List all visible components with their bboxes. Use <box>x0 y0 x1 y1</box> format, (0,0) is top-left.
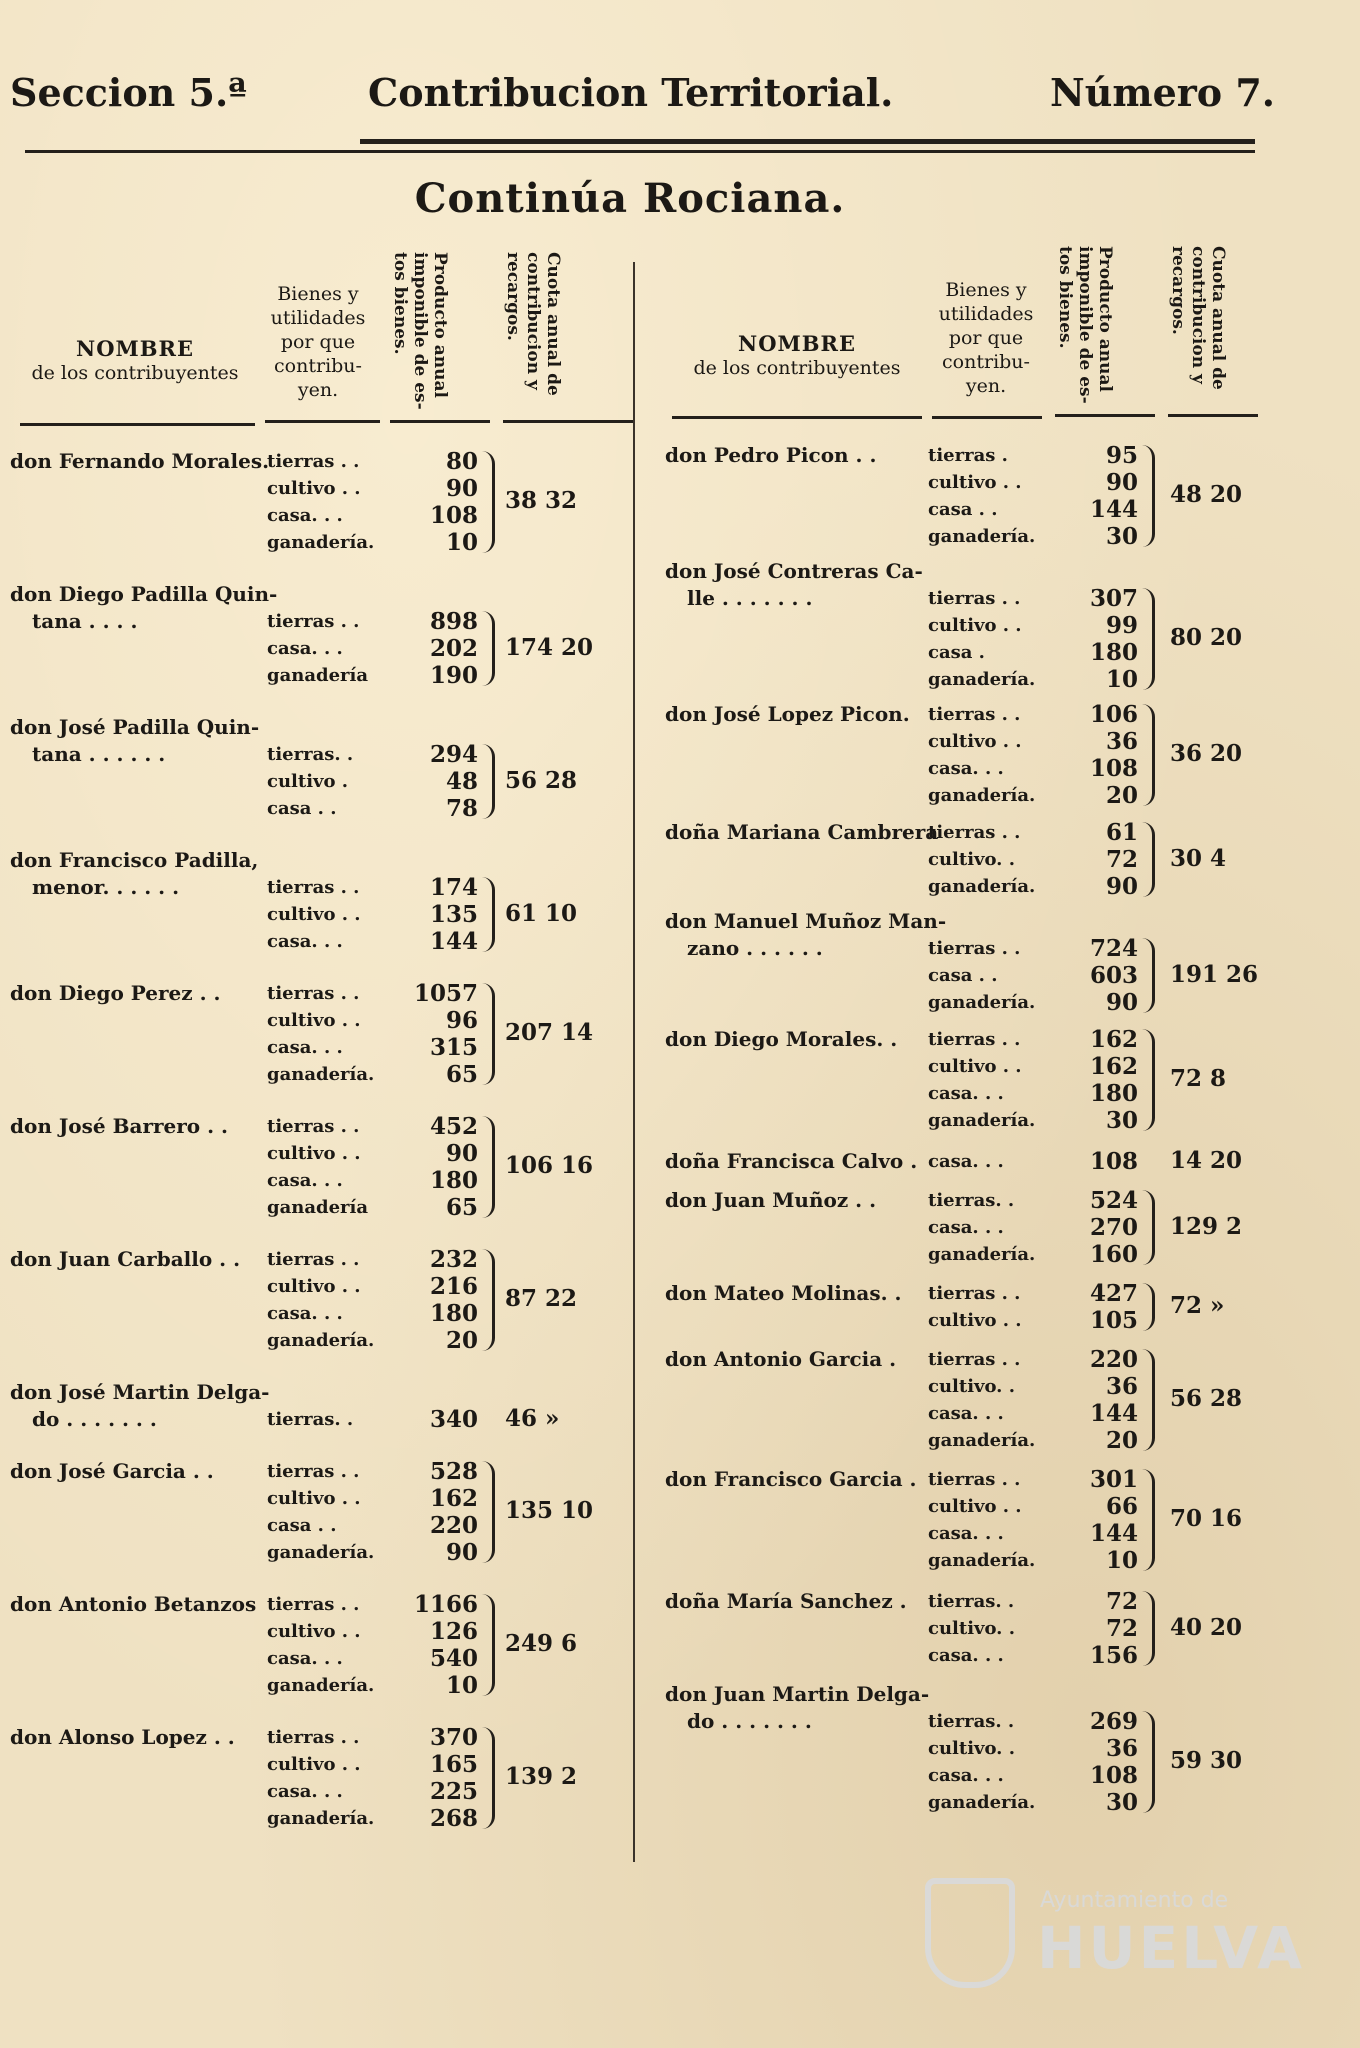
property-type: cultivo. . <box>928 1618 1015 1639</box>
taxable-product-value: 36 <box>1105 728 1138 755</box>
taxable-product-value: 90 <box>445 1539 478 1566</box>
property-type: ganadería. <box>267 532 375 553</box>
taxable-product-value: 174 <box>429 874 478 901</box>
taxable-product-value: 540 <box>429 1645 478 1672</box>
right-cuota-header: Cuota anual de contribucion y recargos. <box>1168 246 1228 390</box>
property-type: tierras . . <box>928 822 1021 843</box>
taxable-product-value: 10 <box>445 529 478 556</box>
nombre-heading: NOMBRE <box>738 331 856 356</box>
property-type: cultivo. . <box>928 1738 1015 1759</box>
taxable-product-value: 135 <box>429 901 478 928</box>
property-type: casa . . <box>267 798 337 819</box>
taxable-product-value: 220 <box>1089 1346 1138 1373</box>
taxpayer-name <box>665 908 946 962</box>
taxable-product-value: 48 <box>445 768 478 795</box>
section-label: Seccion 5.ª <box>10 70 247 115</box>
taxpayer-name-line: don Manuel Muñoz Man- <box>665 909 947 933</box>
property-type: tierras . . <box>928 704 1021 725</box>
property-type: cultivo . . <box>267 478 361 499</box>
taxpayer-name <box>665 819 938 846</box>
taxpayer-name <box>10 980 220 1007</box>
nombre-heading: NOMBRE <box>76 336 194 361</box>
property-type: casa. . . <box>928 1083 1004 1104</box>
property-type: tierras. . <box>928 1190 1015 1211</box>
property-type: cultivo . . <box>267 1488 361 1509</box>
taxpayer-name-line: don Pedro Picon . . <box>665 443 877 467</box>
taxable-product-value: 216 <box>429 1273 478 1300</box>
taxable-product-value: 90 <box>445 475 478 502</box>
taxable-product-value: 66 <box>1105 1493 1138 1520</box>
right-header-rule-3 <box>1055 414 1155 417</box>
taxable-product-value: 108 <box>1089 755 1138 782</box>
taxable-product-value: 20 <box>1105 1427 1138 1454</box>
left-header-rule-4 <box>503 420 633 423</box>
grouping-brace <box>482 1727 495 1829</box>
annual-quota: 61 10 <box>505 899 578 927</box>
annual-quota: 38 32 <box>505 487 578 514</box>
taxpayer-name-line: doña María Sanchez . <box>665 1589 907 1613</box>
taxable-product-value: 36 <box>1105 1735 1138 1762</box>
taxpayer-name-line: do . . . . . . . <box>32 1407 157 1431</box>
taxable-product-value: 180 <box>1089 1080 1138 1107</box>
property-type: casa. . . <box>267 1303 343 1324</box>
grouping-brace <box>1142 938 1155 1013</box>
taxable-product-value: 294 <box>429 741 478 768</box>
grouping-brace <box>1142 1349 1155 1451</box>
taxpayer-name-line: lle . . . . . . . <box>687 586 813 610</box>
taxable-product-value: 90 <box>1105 469 1138 496</box>
property-type: cultivo . . <box>928 1056 1022 1077</box>
taxable-product-value: 108 <box>1089 1148 1138 1175</box>
property-type: tierras . . <box>928 1349 1021 1370</box>
taxpayer-name <box>10 847 258 901</box>
taxable-product-value: 340 <box>429 1406 478 1433</box>
taxable-product-value: 20 <box>1105 782 1138 809</box>
taxable-product-value: 144 <box>1089 496 1138 523</box>
left-header-rule-3 <box>390 420 490 423</box>
property-type: cultivo . . <box>928 472 1022 493</box>
right-producto-header: Producto anual imponible de es- tos bienes. <box>1055 246 1115 404</box>
taxable-product-value: 90 <box>445 1140 478 1167</box>
property-type: cultivo . . <box>928 731 1022 752</box>
taxpayer-name <box>665 558 923 612</box>
annual-quota: 46 » <box>505 1404 560 1432</box>
taxpayer-name-line: don José Padilla Quin- <box>10 715 260 739</box>
taxable-product-value: 307 <box>1089 585 1138 612</box>
taxpayer-name <box>665 1588 907 1615</box>
taxable-product-value: 160 <box>1089 1241 1138 1268</box>
taxpayer-name <box>10 448 269 475</box>
left-cuota-header: Cuota anual de contribucion y recargos. <box>503 252 563 396</box>
taxpayer-name <box>665 1148 917 1175</box>
property-type: ganadería. <box>928 1430 1036 1451</box>
taxable-product-value: 427 <box>1089 1280 1138 1307</box>
grouping-brace <box>1142 445 1155 547</box>
taxable-product-value: 315 <box>429 1034 478 1061</box>
property-type: ganadería. <box>267 1542 375 1563</box>
annual-quota: 14 20 <box>1170 1146 1243 1174</box>
property-type: tierras . . <box>267 1594 360 1615</box>
taxable-product-value: 144 <box>1089 1520 1138 1547</box>
grouping-brace <box>482 744 495 819</box>
property-type: ganadería. <box>928 1792 1036 1813</box>
taxable-product-value: 724 <box>1089 935 1138 962</box>
taxable-product-value: 898 <box>429 608 478 635</box>
property-type: ganadería. <box>928 1244 1036 1265</box>
taxpayer-name <box>665 1346 896 1373</box>
taxable-product-value: 80 <box>445 448 478 475</box>
property-type: tierras . . <box>267 611 360 632</box>
taxable-product-value: 65 <box>445 1194 478 1221</box>
taxable-product-value: 1057 <box>413 980 478 1007</box>
taxable-product-value: 36 <box>1105 1373 1138 1400</box>
annual-quota: 30 4 <box>1170 844 1227 872</box>
taxpayer-name <box>10 1724 235 1751</box>
property-type: casa. . . <box>928 1523 1004 1544</box>
taxpayer-name-line: don José Barrero . . <box>10 1114 228 1138</box>
property-type: tierras . . <box>267 451 360 472</box>
property-type: tierras. . <box>928 1711 1015 1732</box>
taxable-product-value: 162 <box>1089 1026 1138 1053</box>
taxpayer-name-line: tana . . . . <box>32 609 138 633</box>
property-type: cultivo . . <box>267 1621 361 1642</box>
taxpayer-name-line: don Diego Morales. . <box>665 1027 898 1051</box>
taxable-product-value: 72 <box>1105 846 1138 873</box>
taxpayer-name-line: do . . . . . . . <box>687 1709 812 1733</box>
property-type: casa. . . <box>928 1765 1004 1786</box>
property-type: casa. . . <box>267 931 343 952</box>
property-type: cultivo . . <box>267 904 361 925</box>
property-type: tierras . . <box>267 1461 360 1482</box>
property-type: ganadería. <box>928 669 1036 690</box>
property-type: ganadería. <box>267 1064 375 1085</box>
annual-quota: 56 28 <box>1170 1385 1243 1412</box>
nombre-subheading: de los contribuyentes <box>693 357 901 379</box>
taxable-product-value: 90 <box>1105 873 1138 900</box>
property-type: casa. . . <box>267 1648 343 1669</box>
property-type: tierras . . <box>928 1029 1021 1050</box>
taxpayer-name-line: doña Francisca Calvo . <box>665 1149 918 1173</box>
header-rule-thin <box>25 150 1255 153</box>
taxable-product-value: 30 <box>1105 1107 1138 1134</box>
taxpayer-name <box>10 1591 256 1618</box>
right-header-rule-4 <box>1168 414 1258 417</box>
taxable-product-value: 370 <box>429 1724 478 1751</box>
taxable-product-value: 220 <box>429 1512 478 1539</box>
property-type: tierras . . <box>267 1249 360 1270</box>
property-type: tierras . . <box>267 983 360 1004</box>
taxable-product-value: 30 <box>1105 1789 1138 1816</box>
left-header-rule-2 <box>265 420 380 423</box>
taxable-product-value: 108 <box>429 502 478 529</box>
property-type: ganadería. <box>267 1330 375 1351</box>
annual-quota: 191 26 <box>1170 960 1259 988</box>
taxable-product-value: 1166 <box>413 1591 478 1618</box>
taxable-product-value: 528 <box>429 1458 478 1485</box>
grouping-brace <box>1142 1029 1155 1131</box>
grouping-brace <box>1142 1190 1155 1265</box>
property-type: cultivo . . <box>928 615 1022 636</box>
taxable-product-value: 301 <box>1089 1466 1138 1493</box>
annual-quota: 207 14 <box>505 1019 594 1046</box>
left-name-header <box>15 337 255 385</box>
taxpayer-name-line: don Juan Martin Delga- <box>665 1682 930 1706</box>
taxable-product-value: 144 <box>1089 1400 1138 1427</box>
property-type: ganadería. <box>928 1550 1036 1571</box>
taxable-product-value: 10 <box>445 1672 478 1699</box>
grouping-brace <box>482 1249 495 1351</box>
taxable-product-value: 180 <box>429 1167 478 1194</box>
taxable-product-value: 99 <box>1105 612 1138 639</box>
annual-quota: 72 8 <box>1170 1065 1227 1092</box>
annual-quota: 80 20 <box>1170 624 1243 651</box>
taxable-product-value: 78 <box>445 795 478 822</box>
taxable-product-value: 268 <box>429 1805 478 1832</box>
property-type: cultivo. . <box>928 1376 1015 1397</box>
taxable-product-value: 95 <box>1105 442 1138 469</box>
left-producto-header: Producto anual imponible de es- tos bienes. <box>390 252 450 410</box>
taxpayer-name <box>10 1246 240 1273</box>
property-type: casa. . . <box>928 1151 1004 1172</box>
taxable-product-value: 202 <box>429 635 478 662</box>
taxpayer-name-line: don José Lopez Picon. <box>665 702 910 726</box>
taxable-product-value: 105 <box>1089 1307 1138 1334</box>
property-type: ganadería. <box>928 992 1036 1013</box>
property-type: tierras. . <box>267 744 354 765</box>
grouping-brace <box>482 877 495 952</box>
property-type: ganadería. <box>928 876 1036 897</box>
annual-quota: 72 » <box>1170 1292 1225 1319</box>
taxable-product-value: 108 <box>1089 1762 1138 1789</box>
property-type: tierras . . <box>928 1283 1021 1304</box>
taxable-product-value: 65 <box>445 1061 478 1088</box>
taxpayer-name-line: don Juan Muñoz . . <box>665 1188 877 1212</box>
taxpayer-name-line: don Alonso Lopez . . <box>10 1725 235 1749</box>
taxpayer-name-line: don Mateo Molinas. . <box>665 1281 902 1305</box>
taxable-product-value: 10 <box>1105 1547 1138 1574</box>
taxpayer-name-line: don Diego Perez . . <box>10 981 221 1005</box>
left-header-rule-1 <box>20 423 255 426</box>
taxpayer-name <box>665 1280 902 1307</box>
taxable-product-value: 61 <box>1105 819 1138 846</box>
property-type: tierras . . <box>267 877 360 898</box>
taxpayer-name <box>665 701 910 728</box>
taxpayer-name-line: zano . . . . . . <box>687 936 823 960</box>
taxable-product-value: 10 <box>1105 666 1138 693</box>
annual-quota: 48 20 <box>1170 481 1243 508</box>
property-type: cultivo . . <box>928 1496 1022 1517</box>
grouping-brace <box>482 1461 495 1563</box>
taxable-product-value: 180 <box>429 1300 478 1327</box>
taxable-product-value: 165 <box>429 1751 478 1778</box>
property-type: casa. . . <box>928 1645 1004 1666</box>
taxpayer-name-line: don Diego Padilla Quin- <box>10 582 278 606</box>
property-type: casa . . <box>928 499 998 520</box>
taxpayer-name-line: don Antonio Garcia . <box>665 1347 897 1371</box>
property-type: ganadería. <box>928 785 1036 806</box>
property-type: casa. . . <box>267 638 343 659</box>
taxpayer-name-line: don Francisco Garcia . <box>665 1467 917 1491</box>
annual-quota: 249 6 <box>505 1630 578 1657</box>
property-type: casa. . . <box>928 1217 1004 1238</box>
taxable-product-value: 96 <box>445 1007 478 1034</box>
property-type: tierras . . <box>928 938 1021 959</box>
taxpayer-name-line: menor. . . . . . <box>32 875 180 899</box>
annual-quota: 174 20 <box>505 633 594 661</box>
grouping-brace <box>1142 704 1155 806</box>
property-type: casa . . <box>267 1515 337 1536</box>
taxpayer-name <box>10 1379 269 1433</box>
property-type: tierras. . <box>267 1409 354 1430</box>
annual-quota: 56 28 <box>505 766 578 794</box>
taxpayer-name-line: don José Garcia . . <box>10 1459 214 1483</box>
annual-quota: 59 30 <box>1170 1747 1243 1774</box>
grouping-brace <box>1142 588 1155 690</box>
taxable-product-value: 106 <box>1089 701 1138 728</box>
taxable-product-value: 30 <box>1105 523 1138 550</box>
property-type: casa. . . <box>267 1781 343 1802</box>
taxpayer-name-line: tana . . . . . . <box>32 742 166 766</box>
taxpayer-name-line: don José Contreras Ca- <box>665 559 923 583</box>
property-type: casa. . . <box>928 1403 1004 1424</box>
grouping-brace <box>1142 1711 1155 1813</box>
taxpayer-name <box>665 1466 916 1493</box>
property-type: casa. . . <box>267 1170 343 1191</box>
taxpayer-name-line: don Juan Carballo . . <box>10 1247 241 1271</box>
taxpayer-name-line: don Francisco Padilla, <box>10 848 259 872</box>
grouping-brace <box>1142 1469 1155 1571</box>
left-bienes-header: Bienes y utilidades por que contribu- yen. <box>270 283 366 401</box>
watermark-line2: HUELVA <box>1037 1914 1306 1982</box>
header-rule-thick <box>360 139 1255 144</box>
property-type: ganadería. <box>928 1110 1036 1131</box>
grouping-brace <box>482 1116 495 1218</box>
page-number: Número 7. <box>1050 70 1276 115</box>
section-subtitle: Continúa Rociana. <box>414 175 846 222</box>
ayuntamiento-watermark <box>925 1878 1306 1998</box>
annual-quota: 70 16 <box>1170 1505 1243 1532</box>
taxable-product-value: 524 <box>1089 1187 1138 1214</box>
taxable-product-value: 162 <box>1089 1053 1138 1080</box>
right-header-rule-1 <box>672 416 922 419</box>
taxpayer-name <box>665 1187 876 1214</box>
right-bienes-header: Bienes y utilidades por que contribu- yen. <box>938 279 1034 397</box>
property-type: cultivo . . <box>928 1310 1022 1331</box>
taxpayer-name <box>665 1681 929 1735</box>
right-header-rule-2 <box>932 416 1042 419</box>
taxpayer-name <box>10 1458 214 1485</box>
annual-quota: 106 16 <box>505 1152 594 1179</box>
property-type: tierras. . <box>928 1591 1015 1612</box>
taxable-product-value: 156 <box>1089 1642 1138 1669</box>
property-type: tierras . . <box>267 1116 360 1137</box>
taxable-product-value: 72 <box>1105 1588 1138 1615</box>
annual-quota: 36 20 <box>1170 740 1243 767</box>
annual-quota: 87 22 <box>505 1285 578 1312</box>
property-type: casa . <box>928 642 985 663</box>
grouping-brace <box>1142 1591 1155 1666</box>
grouping-brace <box>482 611 495 686</box>
grouping-brace <box>482 1594 495 1696</box>
taxable-product-value: 20 <box>445 1327 478 1354</box>
taxable-product-value: 144 <box>429 928 478 955</box>
annual-quota: 135 10 <box>505 1497 594 1524</box>
taxpayer-name-line: don Fernando Morales. <box>10 449 270 473</box>
property-type: tierras . . <box>928 588 1021 609</box>
property-type: ganadería. <box>267 1675 375 1696</box>
taxpayer-name <box>665 1026 897 1053</box>
property-type: cultivo . . <box>267 1754 361 1775</box>
page-title: Contribucion Territorial. <box>368 70 894 115</box>
taxpayer-name-line: don José Martin Delga- <box>10 1380 270 1404</box>
grouping-brace <box>482 451 495 553</box>
taxable-product-value: 90 <box>1105 989 1138 1016</box>
property-type: casa. . . <box>267 1037 343 1058</box>
annual-quota: 139 2 <box>505 1763 578 1790</box>
property-type: tierras . . <box>267 1727 360 1748</box>
grouping-brace <box>1142 1283 1155 1331</box>
taxpayer-name-line: don Antonio Betanzos <box>10 1592 257 1616</box>
property-type: tierras . <box>928 445 1008 466</box>
property-type: ganadería <box>267 1197 369 1218</box>
taxpayer-name <box>665 442 876 469</box>
taxpayer-name-line: doña Mariana Cambrera <box>665 820 939 844</box>
property-type: ganadería. <box>928 526 1036 547</box>
property-type: cultivo . . <box>267 1143 361 1164</box>
taxable-product-value: 270 <box>1089 1214 1138 1241</box>
taxable-product-value: 232 <box>429 1246 478 1273</box>
property-type: casa . . <box>928 965 998 986</box>
grouping-brace <box>1142 822 1155 897</box>
property-type: cultivo. . <box>928 849 1015 870</box>
taxable-product-value: 269 <box>1089 1708 1138 1735</box>
taxable-product-value: 225 <box>429 1778 478 1805</box>
right-name-header <box>672 332 922 380</box>
property-type: cultivo . . <box>267 1010 361 1031</box>
property-type: ganadería <box>267 665 369 686</box>
property-type: ganadería. <box>267 1808 375 1829</box>
taxable-product-value: 180 <box>1089 639 1138 666</box>
taxable-product-value: 162 <box>429 1485 478 1512</box>
grouping-brace <box>482 983 495 1085</box>
taxable-product-value: 190 <box>429 662 478 689</box>
annual-quota: 40 20 <box>1170 1613 1243 1641</box>
shield-logo-icon <box>925 1878 1015 1988</box>
taxpayer-name <box>10 581 277 635</box>
column-divider <box>633 262 635 1862</box>
annual-quota: 129 2 <box>1170 1212 1243 1240</box>
taxable-product-value: 603 <box>1089 962 1138 989</box>
taxpayer-name <box>10 714 259 768</box>
property-type: cultivo . . <box>267 1276 361 1297</box>
taxable-product-value: 72 <box>1105 1615 1138 1642</box>
property-type: casa. . . <box>267 505 343 526</box>
property-type: tierras . . <box>928 1469 1021 1490</box>
property-type: casa. . . <box>928 758 1004 779</box>
taxable-product-value: 126 <box>429 1618 478 1645</box>
property-type: cultivo . <box>267 771 349 792</box>
watermark-line1: Ayuntamiento de <box>1040 1888 1229 1913</box>
taxpayer-name <box>10 1113 228 1140</box>
nombre-subheading: de los contribuyentes <box>31 362 239 384</box>
taxable-product-value: 452 <box>429 1113 478 1140</box>
